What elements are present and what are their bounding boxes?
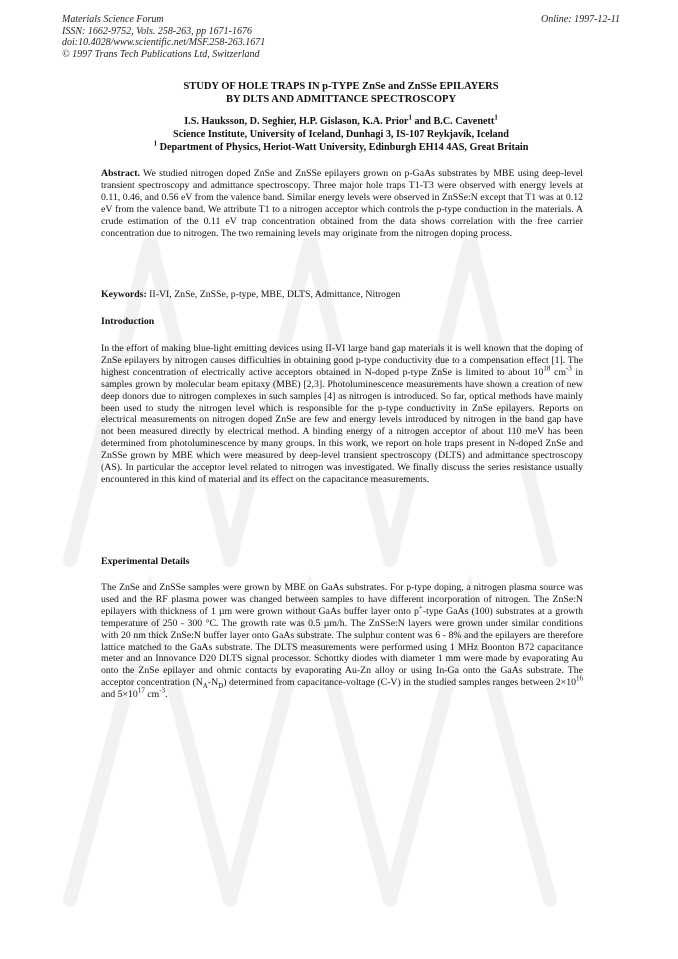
introduction-heading: Introduction [101, 316, 155, 327]
author-affil-mark: 1 [408, 113, 412, 122]
affiliation-1: Science Institute, University of Iceland, Dunhagi 3, IS-107 Reykjavík, Iceland [173, 129, 509, 140]
exp-sub-d: D [218, 682, 224, 691]
exp-sup-17: 17 [137, 686, 145, 695]
abstract-text: We studied nitrogen doped ZnSe and ZnSSe epilayers grown on p-GaAs substrates by MBE using deep-level transient spectroscopy and admittance spectroscopy. Three major hole traps T1-T3 were observed with energy levels at 0.11, 0.46, and 0.56 eV from the valence band. Similar energy levels were observed in ZnSSe:N except that T1 was at 0.12 eV from the valence band. We attribute T1 to a nitrogen acceptor which controls the p-type conduction in the materials. A crude estimation of the 0.11 eV trap concentration obtained from the data shows correlation with the free carrier concentration due to nitrogen. The two remaining levels may originate from the nitrogen doping process. [101, 168, 583, 239]
affiliation-2-text: Department of Physics, Heriot-Watt University, Edinburgh EH14 4AS, Great Britain [157, 142, 529, 153]
intro-sup-18: 18 [543, 364, 551, 373]
intro-text-3: in samples grown by molecular beam epitaxy (MBE) [2,3]. Photoluminescence measurements have shown a creation of new deep donors due to nitrogen complexes in such samples [4] as nitrogen is introduced. So far, optical methods have mainly been used to study the nitrogen level which is responsible for the p-type conductivity in ZnSe epilayers. Reports on electrical measurements on nitrogen doped ZnSe are few and energy levels introduced by nitrogen in the band gap have not been measured directly by electrical method. A binding energy of a nitrogen acceptor of about 110 meV has been determined from photoluminescence by many groups. In this work, we report on hole traps present in N-doped ZnSe and ZnSSe grown by MBE which were measured by deep-level transient spectroscopy (DLTS) and admittance spectroscopy (AS). In particular the acceptor level related to nitrogen was investigated. We finally discuss the series resistance usually encountered in this kind of material and its effect on the capacitance measurements. [101, 366, 583, 485]
experimental-heading: Experimental Details [101, 556, 190, 567]
doi-line: doi:10.4028/www.scientific.net/MSF.258-263.1671 [62, 37, 266, 48]
authors-part-a: I.S. Hauksson, D. Seghier, H.P. Gislason, K.A. Prior [184, 116, 409, 127]
exp-text-5: cm [144, 689, 160, 701]
introduction-paragraph [101, 343, 583, 486]
author-affil-mark-2: 1 [494, 113, 498, 122]
affiliation-2 [62, 141, 620, 154]
intro-text-1: In the effort of making blue-light emitting devices using II-VI large band gap materials it is well known that the doping of ZnSe epilayers by nitrogen causes difficulties in obtaining good p-type conductivity due to a compensation effect [1]. The highest concentration of electrically active acceptors obtained in N-doped p-type ZnSe is limited to about 10 [101, 343, 583, 378]
journal-name: Materials Science Forum [62, 14, 164, 25]
exp-sup-16: 16 [576, 674, 583, 683]
abstract [101, 168, 583, 239]
journal-header [62, 14, 620, 60]
experimental-paragraph [101, 582, 583, 701]
exp-text-4: and 5×10 [101, 689, 138, 701]
author-block [62, 115, 620, 154]
paper-title [62, 80, 620, 106]
intro-sup-m3: -3 [565, 364, 572, 373]
exp-sup-plus: + [418, 603, 423, 612]
keywords-text: II-VI, ZnSe, ZnSSe, p-type, MBE, DLTS, Admittance, Nitrogen [146, 289, 401, 300]
copyright-line: © 1997 Trans Tech Publications Ltd, Switzerland [62, 48, 260, 60]
exp-dash-n: -N [207, 677, 219, 689]
issn-line: ISSN: 1662-9752, Vols. 258-263, pp 1671-1676 [62, 25, 252, 37]
abstract-label: Abstract. [101, 168, 140, 179]
exp-text-2: -type GaAs (100) substrates at a growth temperature of 250 - 300 °C. The growth rate was 0.5 µm/h. The ZnSSe:N layers were grown under similar conditions with 20 nm thick ZnSe:N buffer layer onto GaAs substrate. The sulphur content was 6 - 8% and the epilayers are therefore lattice matched to the GaAs substrate. The DLTS measurements were performed using 1 MHz Boonton B72 capacitance meter and an Innovance D20 DLTS signal processor. Schottky diodes with diameter 1 mm were made by evaporating Au onto the ZnSe epilayer and ohmic contacts by evaporating Au-Zn alloy or using In-Ga onto the GaAs substrate. The acceptor concentration (N [101, 605, 583, 689]
author-list [62, 115, 620, 128]
exp-text-3: ) determined from capacitance-voltage (C-V) in the studied samples ranges between 2×10 [223, 677, 576, 689]
exp-sub-a: A [202, 682, 208, 691]
keywords [101, 289, 583, 301]
online-date: Online: 1997-12-11 [541, 14, 620, 25]
exp-text-6: . [165, 689, 168, 701]
exp-text-1: The ZnSe and ZnSSe samples were grown by MBE on GaAs substrates. For p-type doping, a nitrogen plasma source was used and the RF plasma power was changed between samples to have different incorporation of nitrogen. The ZnSe:N epilayers with thickness of 1 µm were grown without GaAs buffer layer onto p [101, 582, 583, 617]
intro-text-2: cm [550, 366, 566, 378]
keywords-label: Keywords: [101, 289, 147, 300]
title-line-1: STUDY OF HOLE TRAPS IN p-TYPE ZnSe and ZnSSe EPILAYERS [183, 81, 499, 92]
exp-sup-m3: -3 [159, 686, 166, 695]
title-line-2: BY DLTS AND ADMITTANCE SPECTROSCOPY [225, 94, 457, 105]
authors-part-b: and B.C. Cavenett [411, 116, 495, 127]
affil-mark: 1 [153, 139, 158, 148]
